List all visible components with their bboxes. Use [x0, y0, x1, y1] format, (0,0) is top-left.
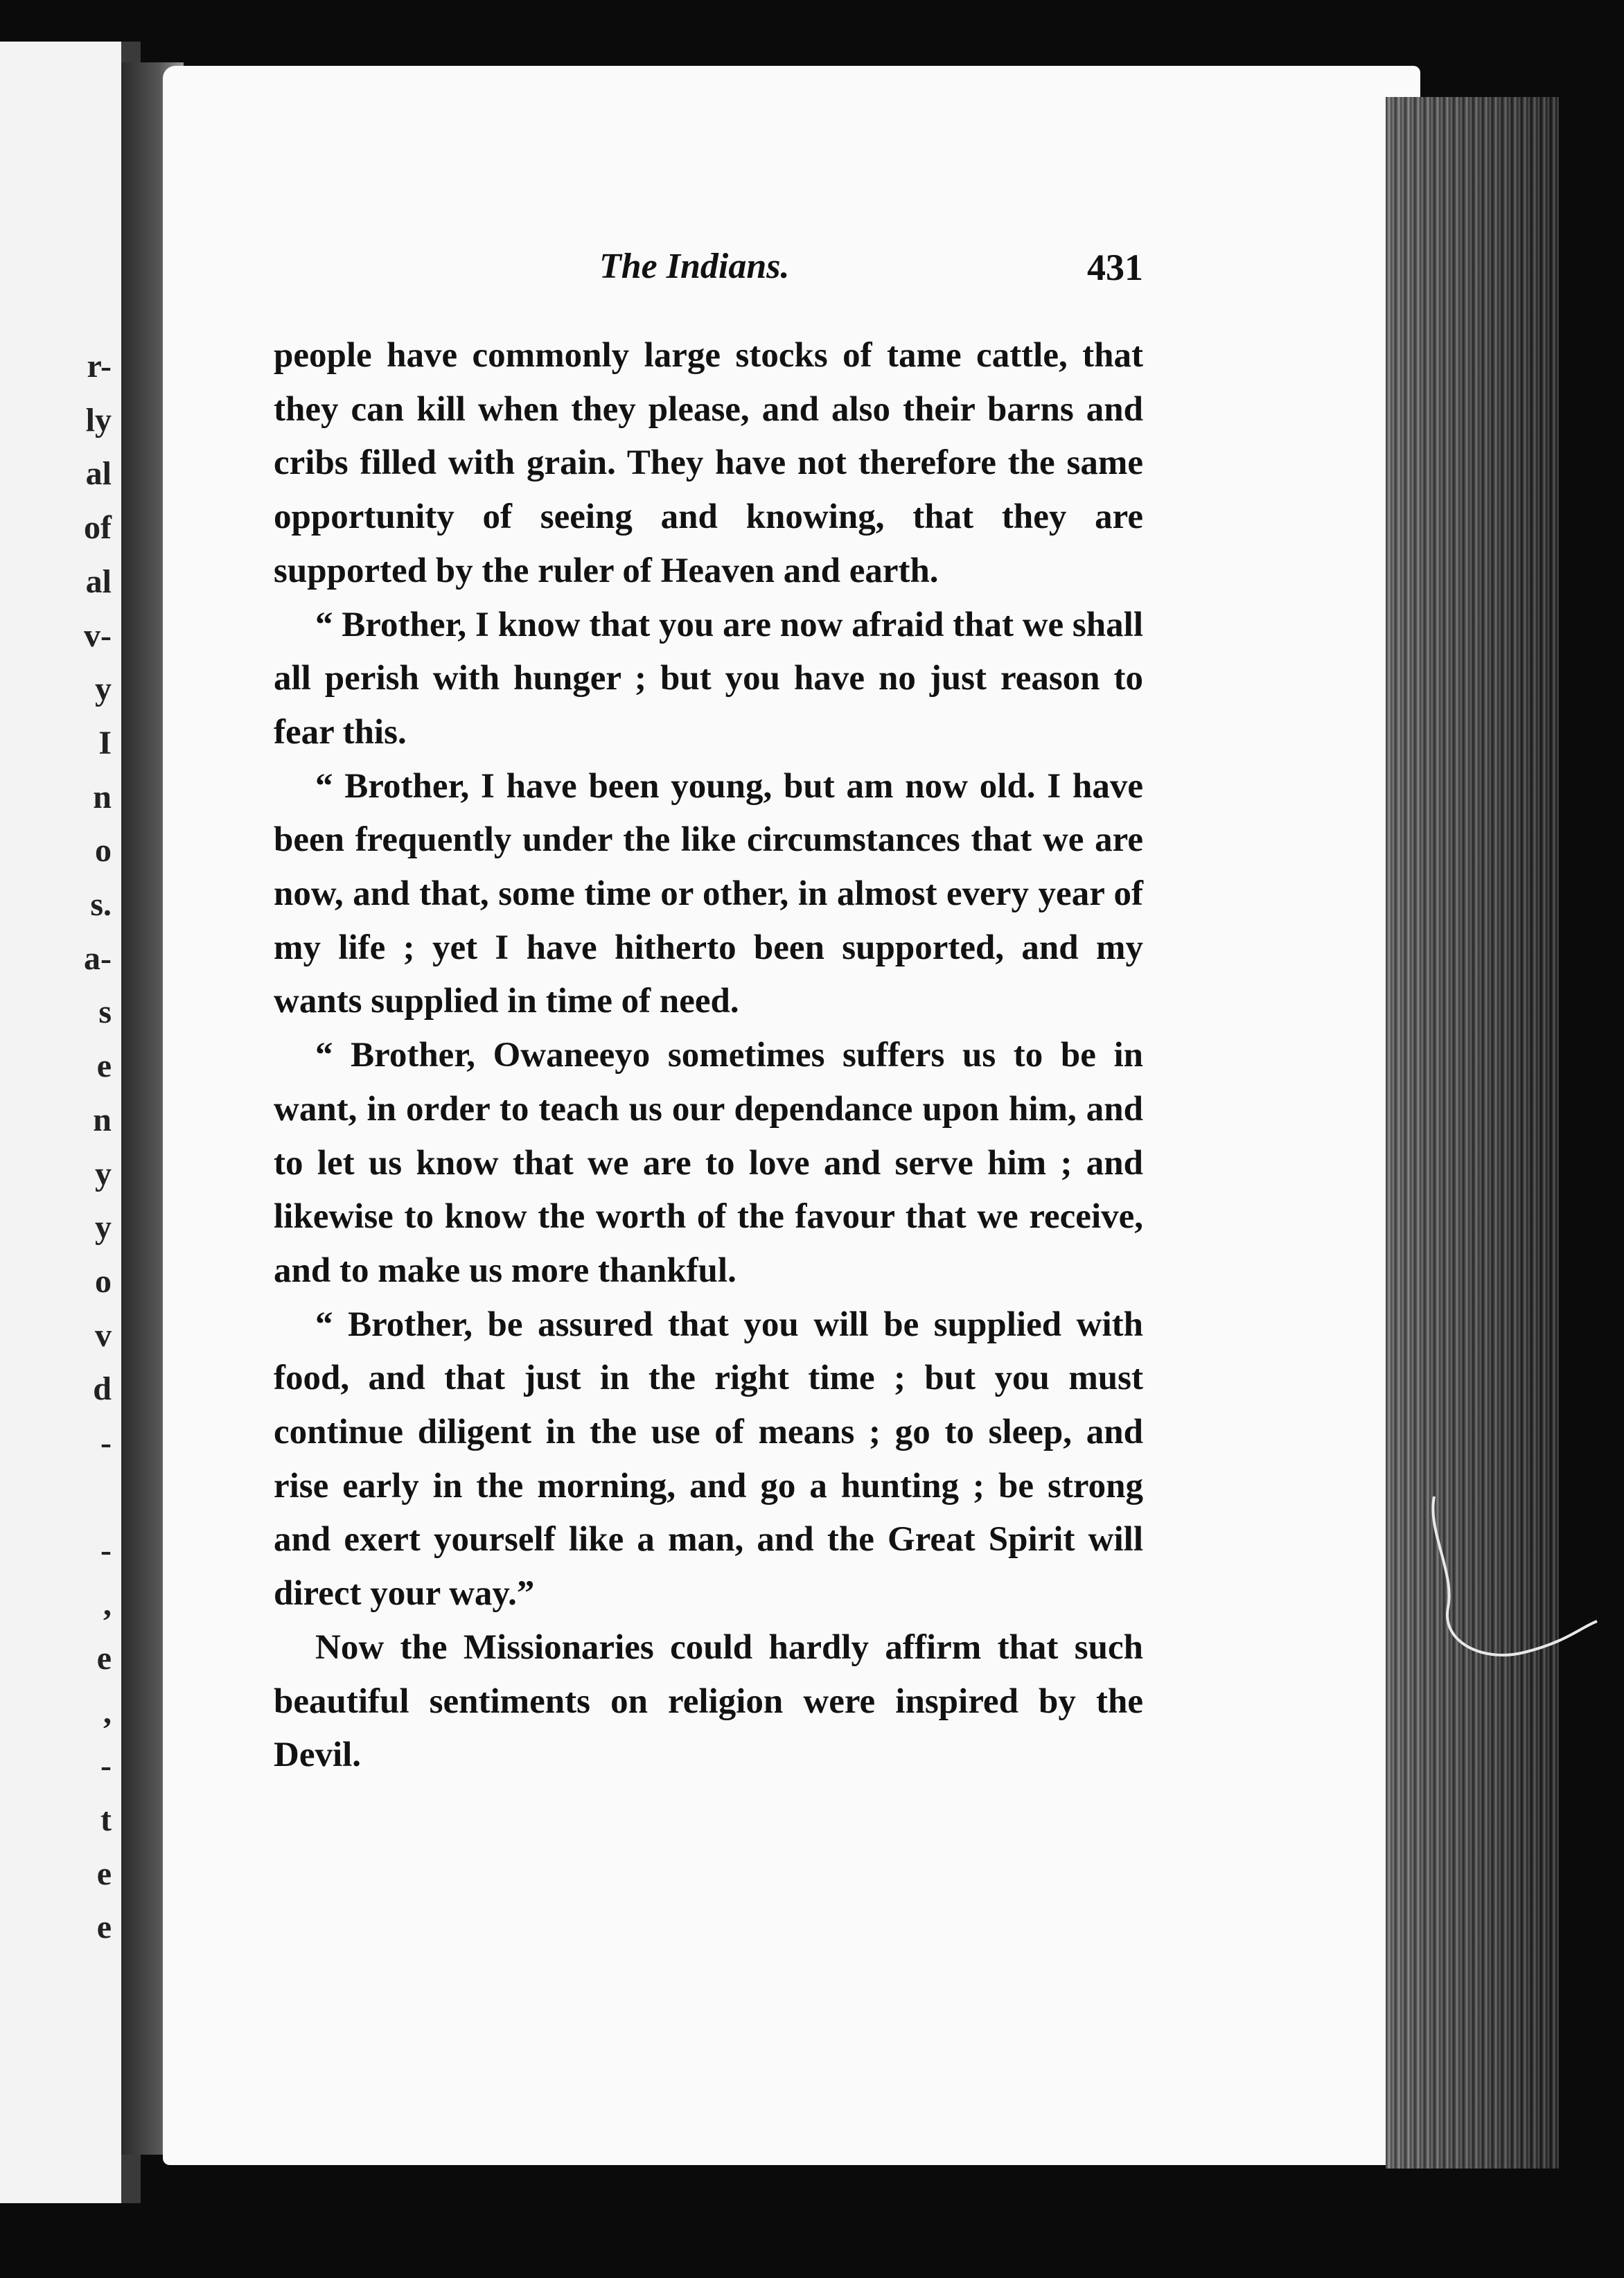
facing-page-fragment: y — [95, 1209, 112, 1246]
paragraph: “ Brother, be assured that you will be supplied with food, and that just in the right time ; but you must continue diligent in the use of means ; go to sleep, and rise early in the morning, and go a hunting ; be strong and exert yourself like a man, and the Great Spirit will direct your way.” — [274, 1305, 1143, 1614]
facing-page-fragment: e — [96, 1855, 112, 1892]
facing-page-fragment: e — [96, 1639, 112, 1677]
facing-page-fragment: v- — [84, 617, 112, 654]
facing-page-fragment: s. — [90, 886, 112, 923]
facing-page-fragment: n — [93, 1101, 112, 1138]
paragraph: “ Brother, Owaneeyo sometimes suffers us to be in want, in order to teach us our dependance upon him, and to let us know that we are to love and serve him ; and likewise to know the worth of the favour that we receive, and to make us more thankful. — [274, 1036, 1143, 1290]
facing-page-fragment: of — [84, 509, 112, 547]
paragraph: Now the Missionaries could hardly affirm that such beautiful sentiments on religion were inspired by the Devil. — [274, 1627, 1143, 1775]
running-head — [274, 246, 1143, 294]
paragraph: “ Brother, I have been young, but am now old. I have been frequently under the like circumstances that we are now, and that, some time or other, in almost every year of my life ; yet I have hitherto been supported, and my wants supplied in time of need. — [274, 766, 1143, 1021]
facing-page-fragment: e — [96, 1909, 112, 1946]
facing-page-fragment: t — [100, 1801, 112, 1838]
page-number: 431 — [1087, 247, 1143, 288]
facing-page-fragment: d — [93, 1370, 112, 1408]
facing-page-fragment: ly — [85, 401, 112, 439]
facing-page-fragment: - — [100, 1747, 112, 1785]
body-text — [274, 329, 1143, 1783]
running-head-title: The Indians. — [599, 247, 790, 286]
facing-page-fragment: al — [85, 455, 112, 493]
facing-page-fragment: , — [103, 1693, 112, 1731]
facing-page-fragment: I — [98, 724, 112, 761]
facing-page-fragment: al — [85, 563, 112, 600]
facing-page-fragment: o — [95, 832, 112, 869]
facing-page-fragment: e — [96, 1048, 112, 1085]
facing-page-fragment: r- — [87, 348, 112, 385]
facing-page-fragment: , — [103, 1586, 112, 1623]
paragraph: people have commonly large stocks of tame cattle, that they can kill when they please, and also their barns and cribs filled with grain. They have not therefore the same opportunity of seeing and knowing, that they are supported by the ruler of Heaven and earth. — [274, 336, 1143, 590]
facing-page-fragment: - — [100, 1424, 112, 1461]
facing-page-fragment: o — [95, 1262, 112, 1300]
paragraph: “ Brother, I know that you are now afraid that we shall all perish with hunger ; but you have no just reason to fear this. — [274, 605, 1143, 752]
facing-page-fragment: v — [95, 1316, 112, 1354]
facing-page-fragment: s — [98, 994, 112, 1031]
facing-page-fragment: y — [95, 1155, 112, 1192]
loose-thread — [1427, 1490, 1600, 1670]
facing-page-fragment: n — [93, 778, 112, 815]
facing-page — [0, 42, 141, 2203]
page-edges — [1386, 97, 1559, 2169]
facing-page-fragment: y — [95, 671, 112, 708]
facing-page-fragment: a- — [84, 939, 112, 977]
facing-page-fragment: - — [100, 1532, 112, 1569]
